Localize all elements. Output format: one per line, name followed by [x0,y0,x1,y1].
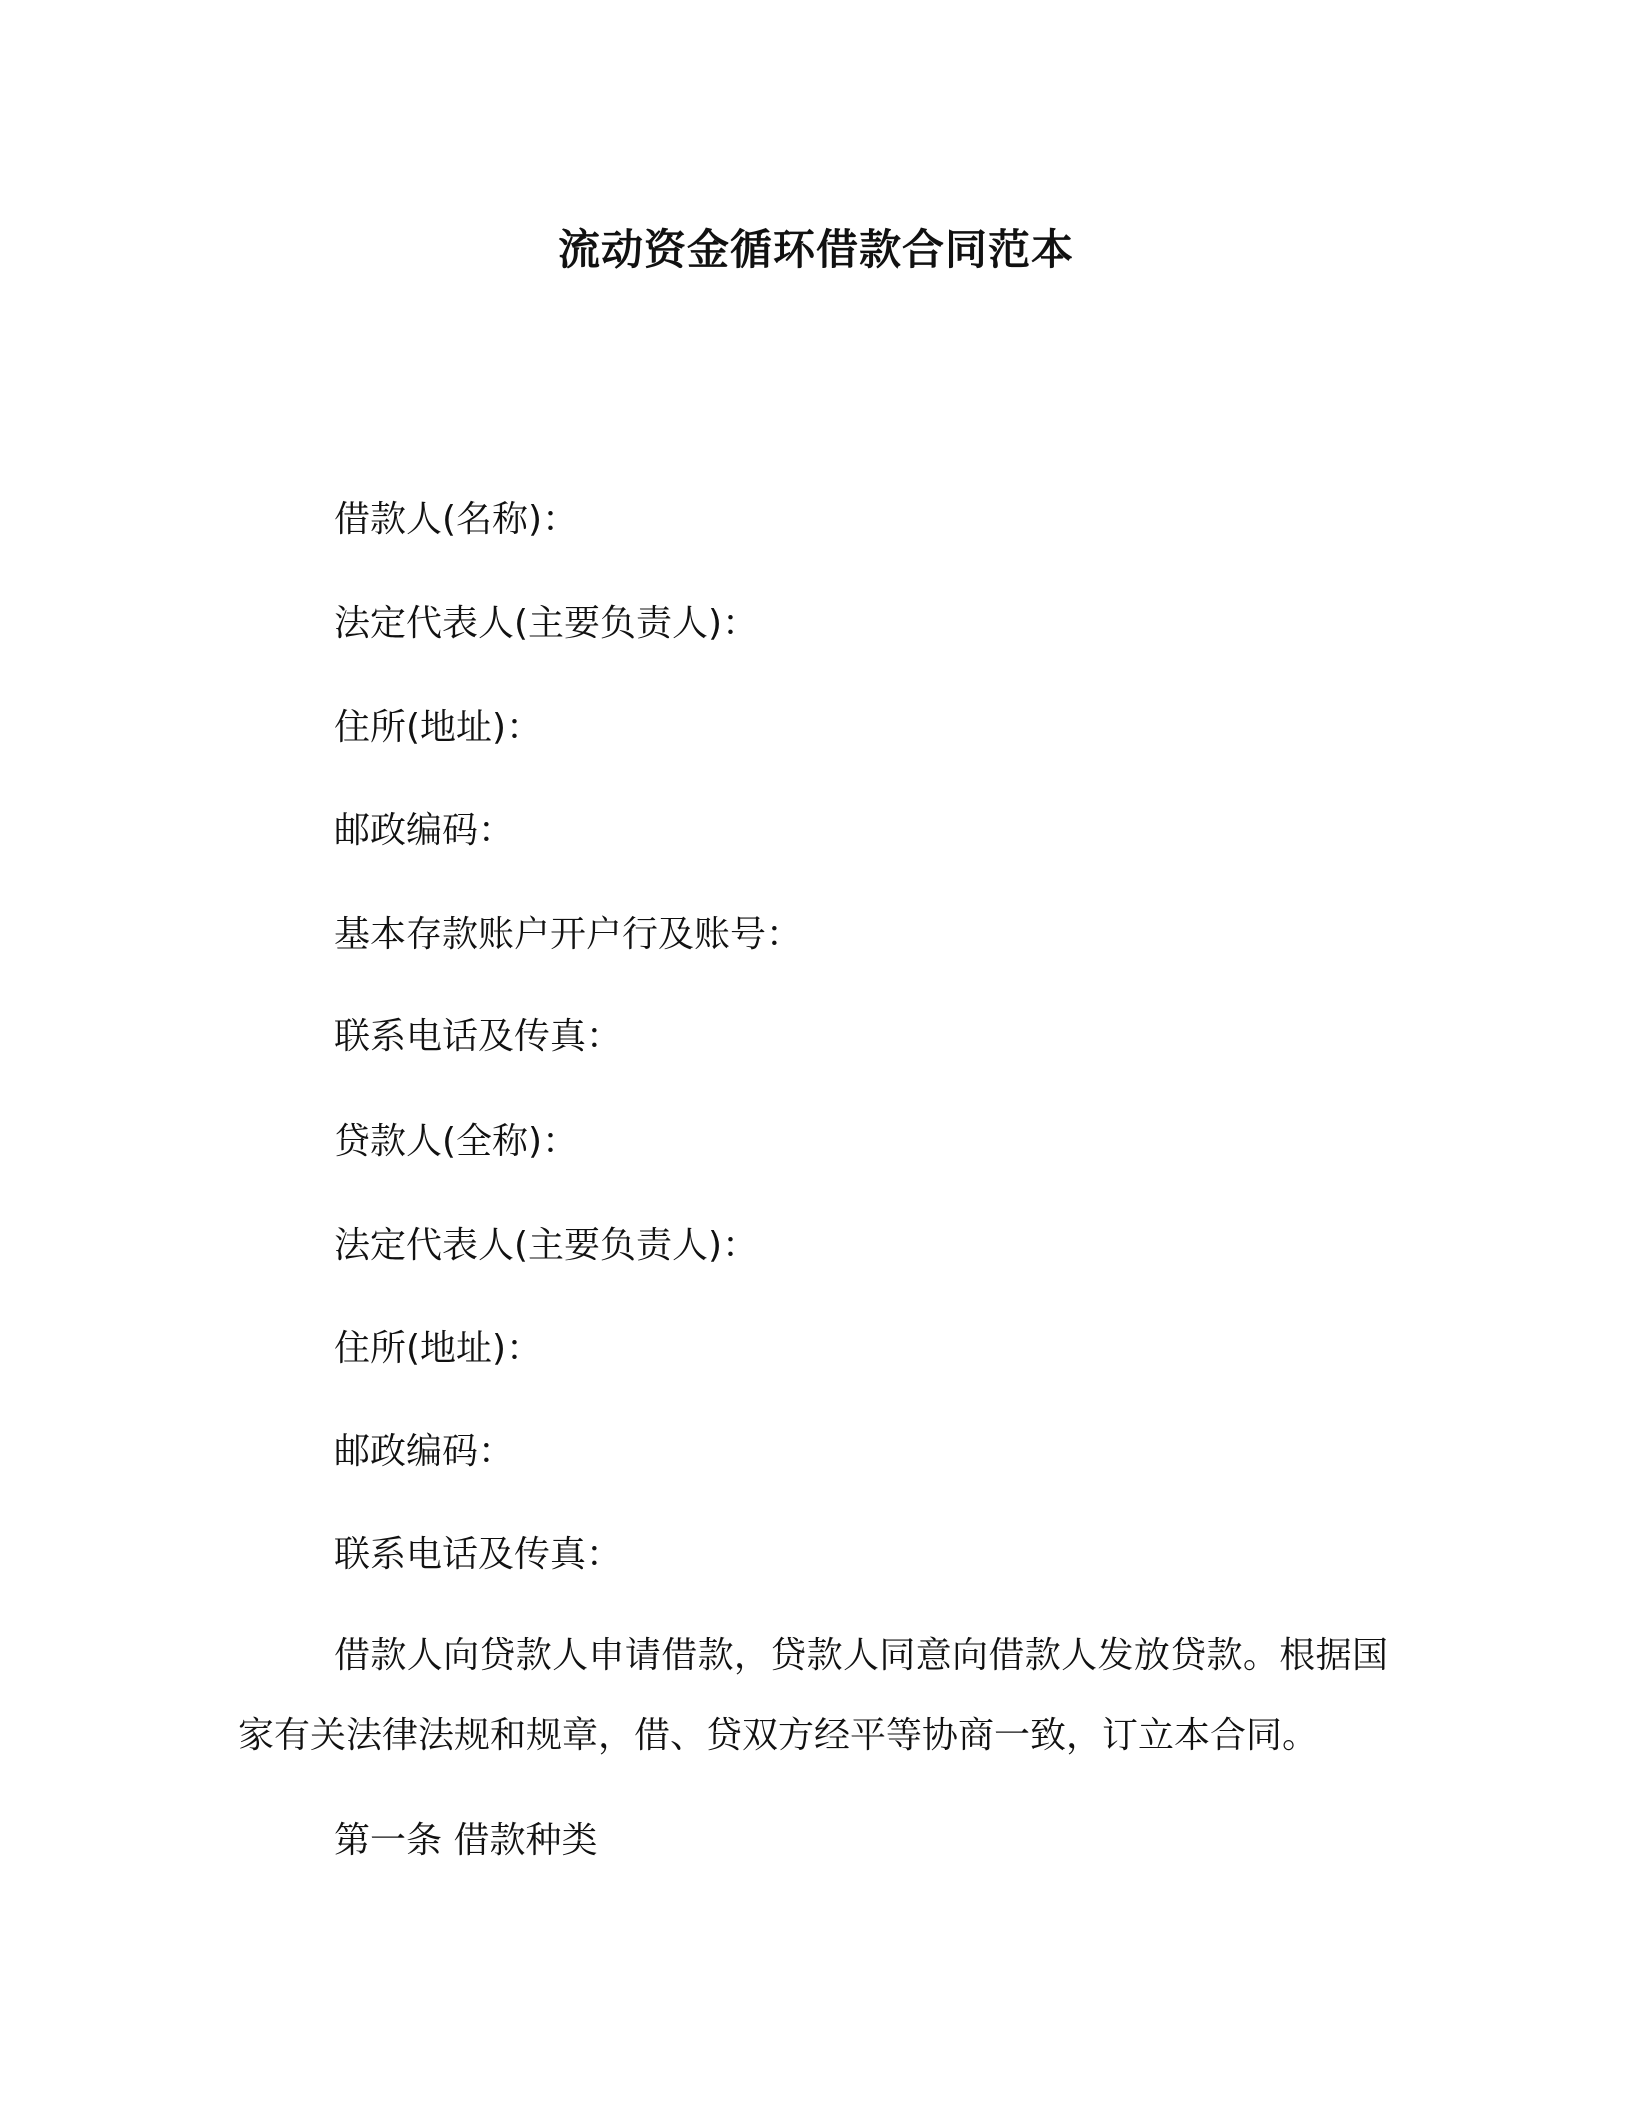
document-title: 流动资金循环借款合同范本 [557,225,1074,274]
borrower-phone-fax-field: 联系电话及传真： [334,1016,623,1057]
borrower-address-field: 住所(地址)： [334,707,543,748]
borrower-name-field: 借款人(名称)： [334,499,579,540]
article-1-heading: 第一条 借款种类 [334,1820,598,1861]
borrower-postal-code-field: 邮政编码： [334,810,515,851]
lender-address-field: 住所(地址)： [334,1328,543,1369]
lender-legal-representative-field: 法定代表人(主要负责人)： [334,1225,759,1266]
lender-postal-code-field: 邮政编码： [334,1431,515,1472]
preamble-paragraph: 借款人向贷款人申请借款，贷款人同意向借款人发放贷款。根据国家有关法律法规和规章，借、贷双方经平等协商一致，订立本合同。 [238,1635,1388,1756]
borrower-legal-representative-field: 法定代表人(主要负责人)： [334,603,759,644]
lender-phone-fax-field: 联系电话及传真： [334,1534,623,1575]
lender-name-field: 贷款人(全称)： [334,1121,579,1162]
borrower-bank-account-field: 基本存款账户开户行及账号： [334,914,803,955]
